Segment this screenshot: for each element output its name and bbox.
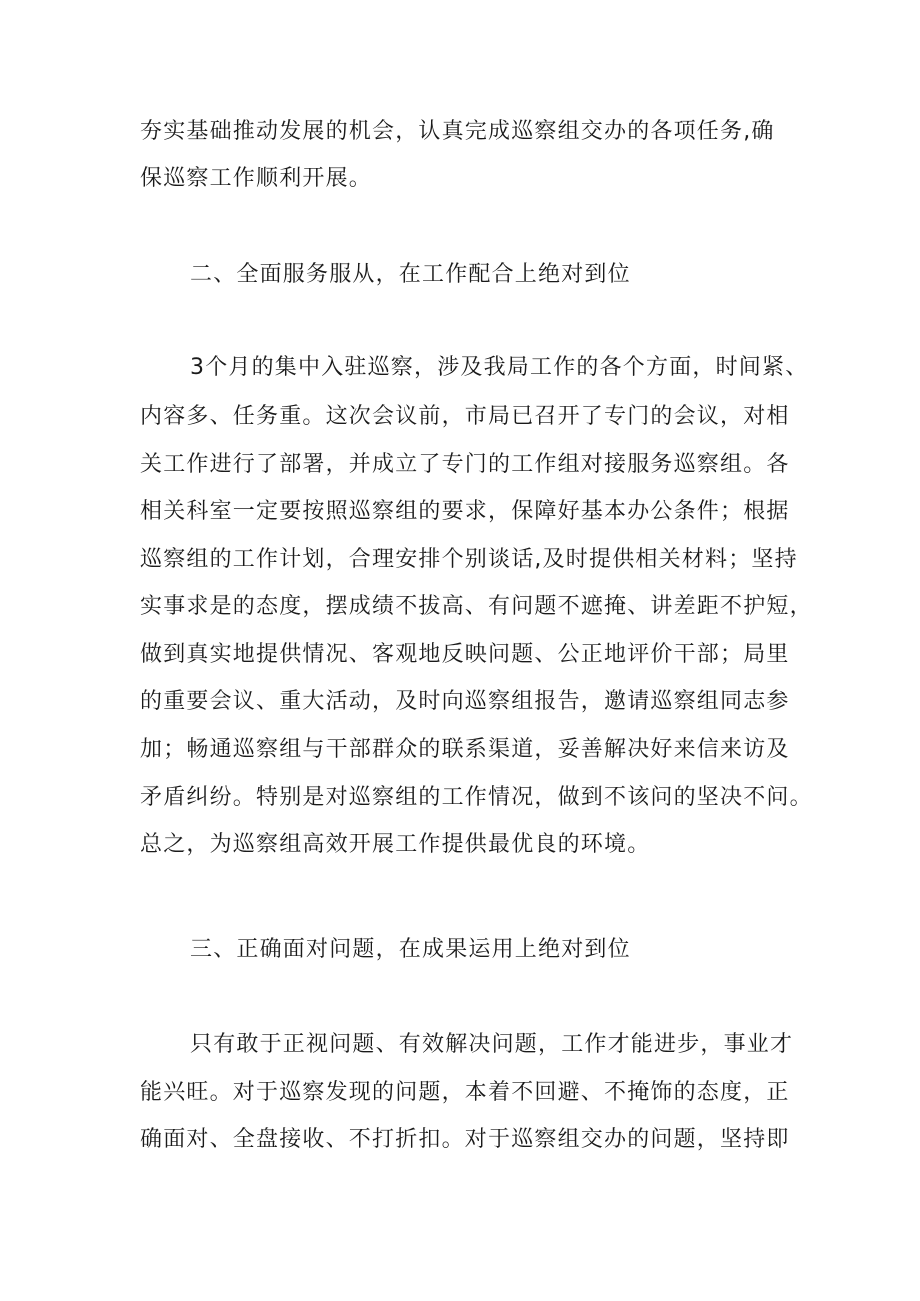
paragraph-line: 能兴旺。对于巡察发现的问题，本着不回避、不掩饰的态度，正 [140,1080,790,1105]
paragraph-line: 保巡察工作顺利开展。 [140,166,373,191]
paragraph-line: 确面对、全盘接收、不打折扣。对于巡察组交办的问题，坚持即 [140,1127,790,1152]
paragraph-line: 实事求是的态度，摆成绩不拔高、有问题不遮掩、讲差距不护短， [140,594,813,619]
paragraph-line: 巡察组的工作计划，合理安排个别谈话,及时提供相关材料；坚持 [140,547,798,572]
paragraph-line: 加；畅通巡察组与干部群众的联系渠道，妥善解决好来信来访及 [140,737,790,762]
paragraph-line: 相关科室一定要按照巡察组的要求，保障好基本办公条件；根据 [140,499,790,524]
paragraph-line: 内容多、任务重。这次会议前，市局已召开了专门的会议，对相 [140,404,790,429]
paragraph-line: 夯实基础推动发展的机会，认真完成巡察组交办的各项任务,确 [140,119,775,144]
section-heading-3: 三、正确面对问题，在成果运用上绝对到位 [190,937,631,962]
paragraph-line: 矛盾纠纷。特别是对巡察组的工作情况，做到不该问的坚决不问。 [140,785,813,810]
paragraph-line: 总之，为巡察组高效开展工作提供最优良的环境。 [140,832,651,857]
section-heading-2: 二、全面服务服从，在工作配合上绝对到位 [190,262,631,287]
paragraph-line: 做到真实地提供情况、客观地反映问题、公正地评价干部；局里 [140,642,790,667]
paragraph-line: 的重要会议、重大活动，及时向巡察组报告，邀请巡察组同志参 [140,689,790,714]
paragraph-line: 只有敢于正视问题、有效解决问题，工作才能进步，事业才 [190,1032,794,1057]
paragraph-line: 关工作进行了部署，并成立了专门的工作组对接服务巡察组。各 [140,452,790,477]
paragraph-line: 3个月的集中入驻巡察，涉及我局工作的各个方面，时间紧、 [190,355,809,380]
